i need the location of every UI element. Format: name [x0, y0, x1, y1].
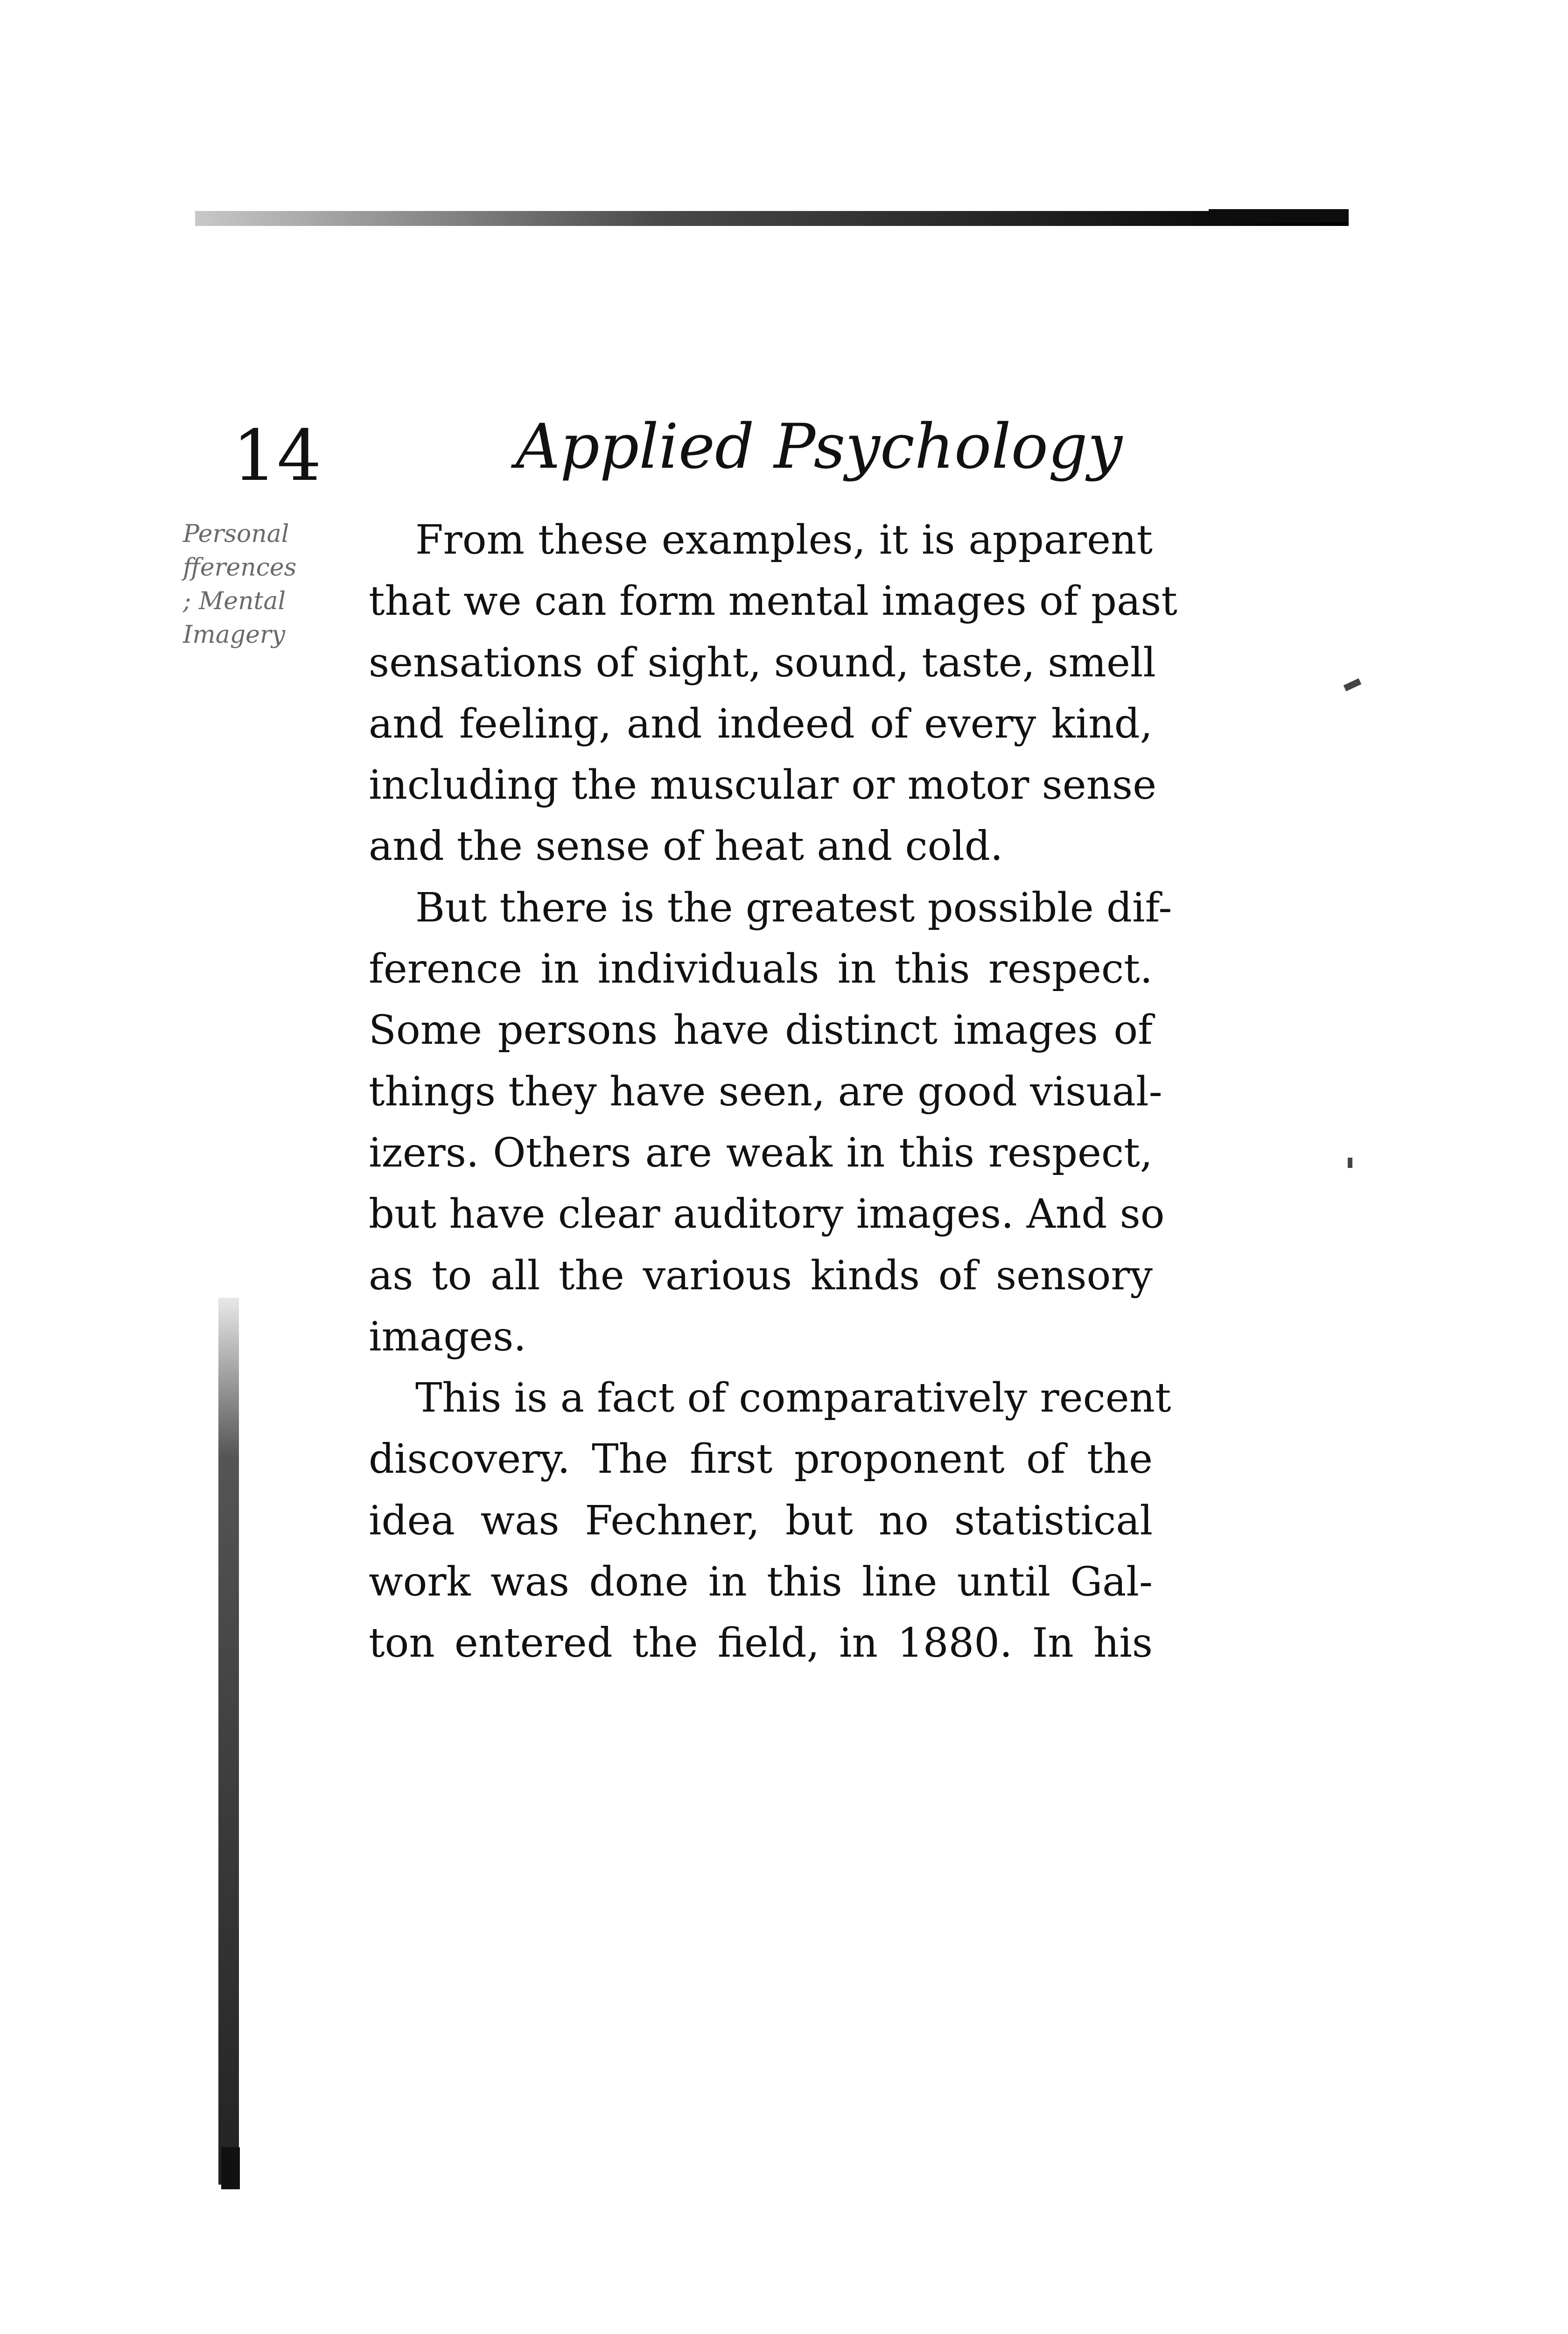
text-line: sensations of sight, sound, taste, smell — [369, 639, 1156, 686]
binding-shadow-end — [221, 2147, 240, 2189]
top-rule — [195, 211, 1349, 226]
page-number: 14 — [232, 415, 322, 497]
text-line: images. — [369, 1313, 526, 1360]
margin-note-line: Imagery — [183, 621, 286, 649]
text-line: things they have seen, are good visual- — [369, 1068, 1162, 1115]
text-line: ton entered the field, in 1880. In his — [369, 1620, 1153, 1667]
body-text — [369, 510, 1177, 1674]
binding-shadow — [218, 1298, 239, 2185]
text-line: that we can form mental images of past — [369, 578, 1177, 625]
text-line: work was done in this line until Gal- — [369, 1559, 1153, 1606]
text-line: including the muscular or motor sense — [369, 762, 1157, 809]
ink-speck — [1344, 678, 1362, 691]
margin-note — [183, 517, 323, 652]
margin-note-line: ; Mental — [183, 587, 286, 615]
text-line: and the sense of heat and cold. — [369, 823, 1003, 870]
text-line: as to all the various kinds of sensory — [369, 1252, 1153, 1299]
ink-speck — [1348, 1158, 1352, 1168]
margin-note-line: Personal — [183, 520, 289, 548]
text-line: ference in individuals in this respect. — [369, 946, 1153, 993]
text-line: But there is the greatest possible dif- — [415, 884, 1172, 931]
text-line: but have clear auditory images. And so — [369, 1191, 1165, 1238]
text-line: izers. Others are weak in this respect, — [369, 1129, 1153, 1176]
text-line: and feeling, and indeed of every kind, — [369, 700, 1153, 747]
top-rule-thick — [1209, 209, 1349, 222]
text-line: discovery. The first proponent of the — [369, 1436, 1153, 1483]
text-line: This is a fact of comparatively recent — [415, 1375, 1171, 1422]
text-line: idea was Fechner, but no statistical — [369, 1497, 1153, 1544]
running-head: Applied Psychology — [516, 411, 1123, 483]
text-line: Some persons have distinct images of — [369, 1007, 1153, 1054]
margin-note-line: fferences — [183, 554, 297, 582]
text-line: From these examples, it is apparent — [415, 517, 1153, 563]
